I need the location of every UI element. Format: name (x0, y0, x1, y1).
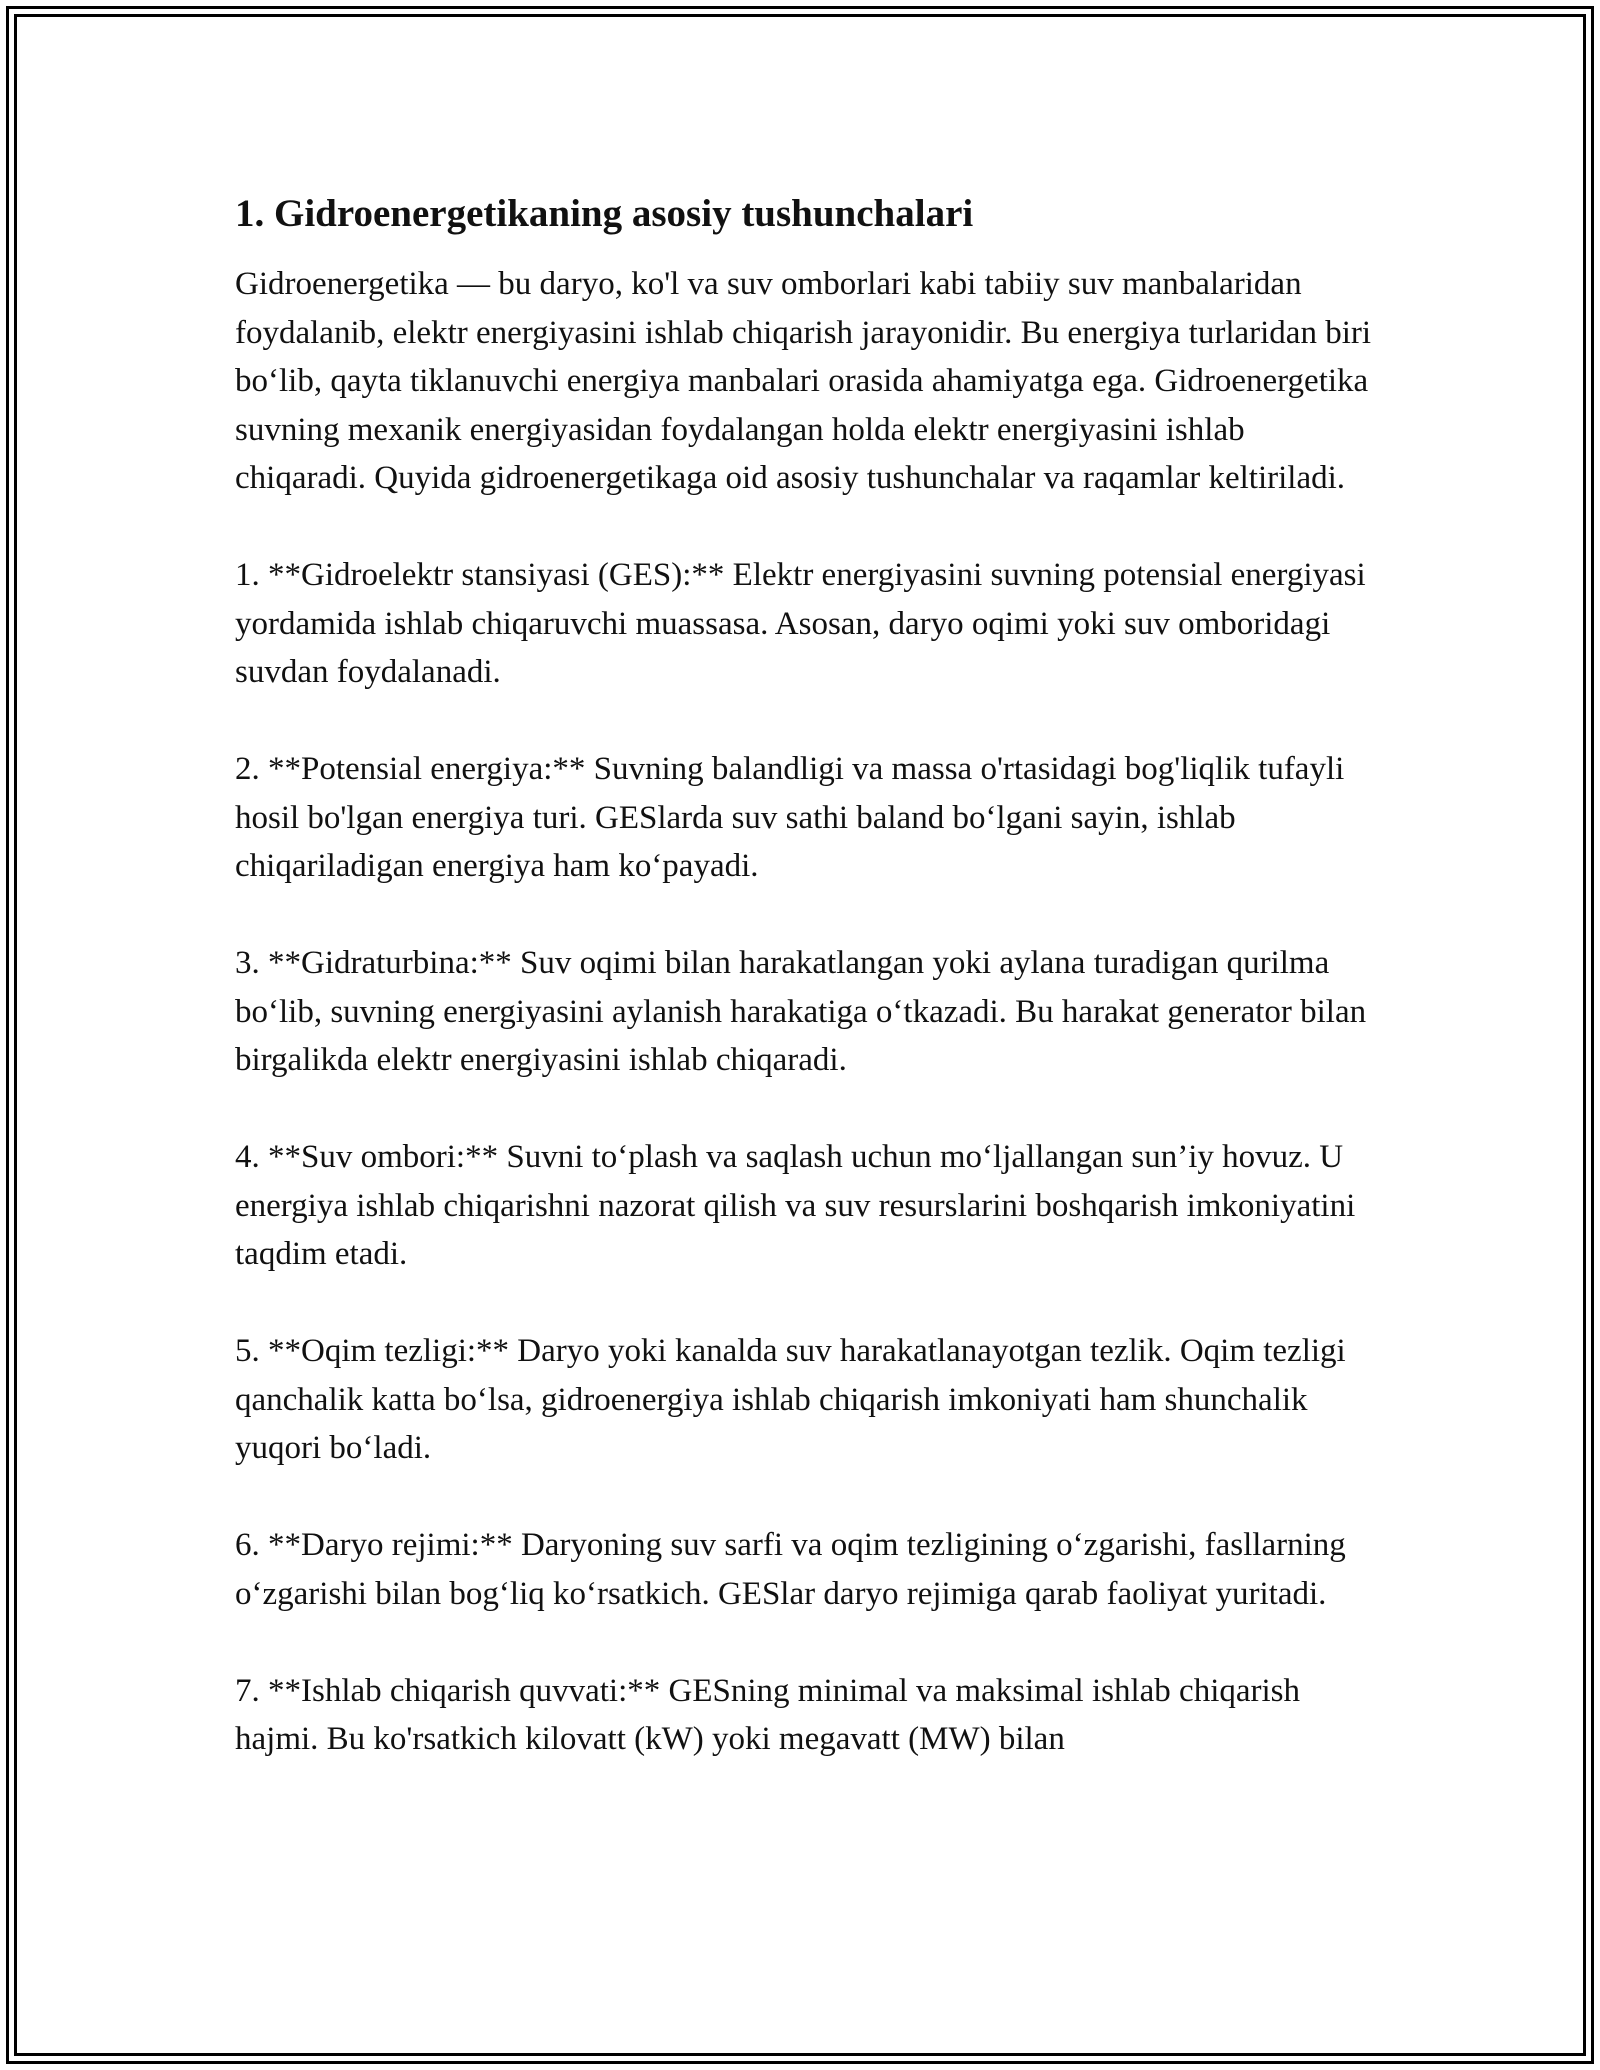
intro-paragraph: Gidroenergetika — bu daryo, ko'l va suv omborlari kabi tabiiy suv manbalaridan foydalanib, elektr energiyasini ishlab chiqarish jarayonidir. Bu energiya turlaridan biri bo‘lib, qayta tiklanuvchi energiya manbalari orasida ahamiyatga ega. Gidroenergetika suvning mexanik energiyasidan foydalangan holda elektr energiyasini ishlab chiqaradi. Quyida gidroenergetikaga oid asosiy tushunchalar va raqamlar keltiriladi. (235, 266, 1372, 496)
list-item-flow-speed: 5. **Oqim tezligi:** Daryo yoki kanalda suv harakatlanayotgan tezlik. Oqim tezligi qanchalik katta bo‘lsa, gidroenergiya ishlab chiqarish imkoniyati ham shunchalik yuqori bo‘ladi. (235, 1333, 1346, 1466)
list-item-hydroturbine: 3. **Gidraturbina:** Suv oqimi bilan harakatlangan yoki aylana turadigan qurilma bo‘lib, suvning energiyasini aylanish harakatiga o‘tkazadi. Bu harakat generator bilan birgalikda elektr energiyasini ishlab chiqaradi. (235, 945, 1367, 1078)
list-item-reservoir: 4. **Suv ombori:** Suvni to‘plash va saqlash uchun mo‘ljallangan sun’iy hovuz. U energiya ishlab chiqarishni nazorat qilish va suv resurslarini boshqarish imkoniyatini taqdim etadi. (235, 1139, 1356, 1272)
list-item-production-capacity: 7. **Ishlab chiqarish quvvati:** GESning minimal va maksimal ishlab chiqarish hajmi. Bu ko'rsatkich kilovatt (kW) yoki megavatt (MW) bilan (235, 1672, 1301, 1757)
list-item-potential-energy: 2. **Potensial energiya:** Suvning balandligi va massa o'rtasidagi bog'liqlik tufayli hosil bo'lgan energiya turi. GESlarda suv sathi baland bo‘lgani sayin, ishlab chiqariladigan energiya ham ko‘payadi. (235, 751, 1345, 884)
list-item-river-regime: 6. **Daryo rejimi:** Daryoning suv sarfi va oqim tezligining o‘zgarishi, fasllarning o‘zgarishi bilan bog‘liq ko‘rsatkich. GESlar daryo rejimiga qarab faoliyat yuritadi. (235, 1527, 1346, 1612)
list-item-ges: 1. **Gidroelektr stansiyasi (GES):** Elektr energiyasini suvning potensial energiyasi yordamida ishlab chiqaruvchi muassasa. Asosan, daryo oqimi yoki suv omboridagi suvdan foydalanadi. (235, 557, 1366, 690)
document-body (235, 186, 1375, 1812)
section-heading: 1. Gidroenergetikaning asosiy tushunchalari (235, 192, 974, 235)
